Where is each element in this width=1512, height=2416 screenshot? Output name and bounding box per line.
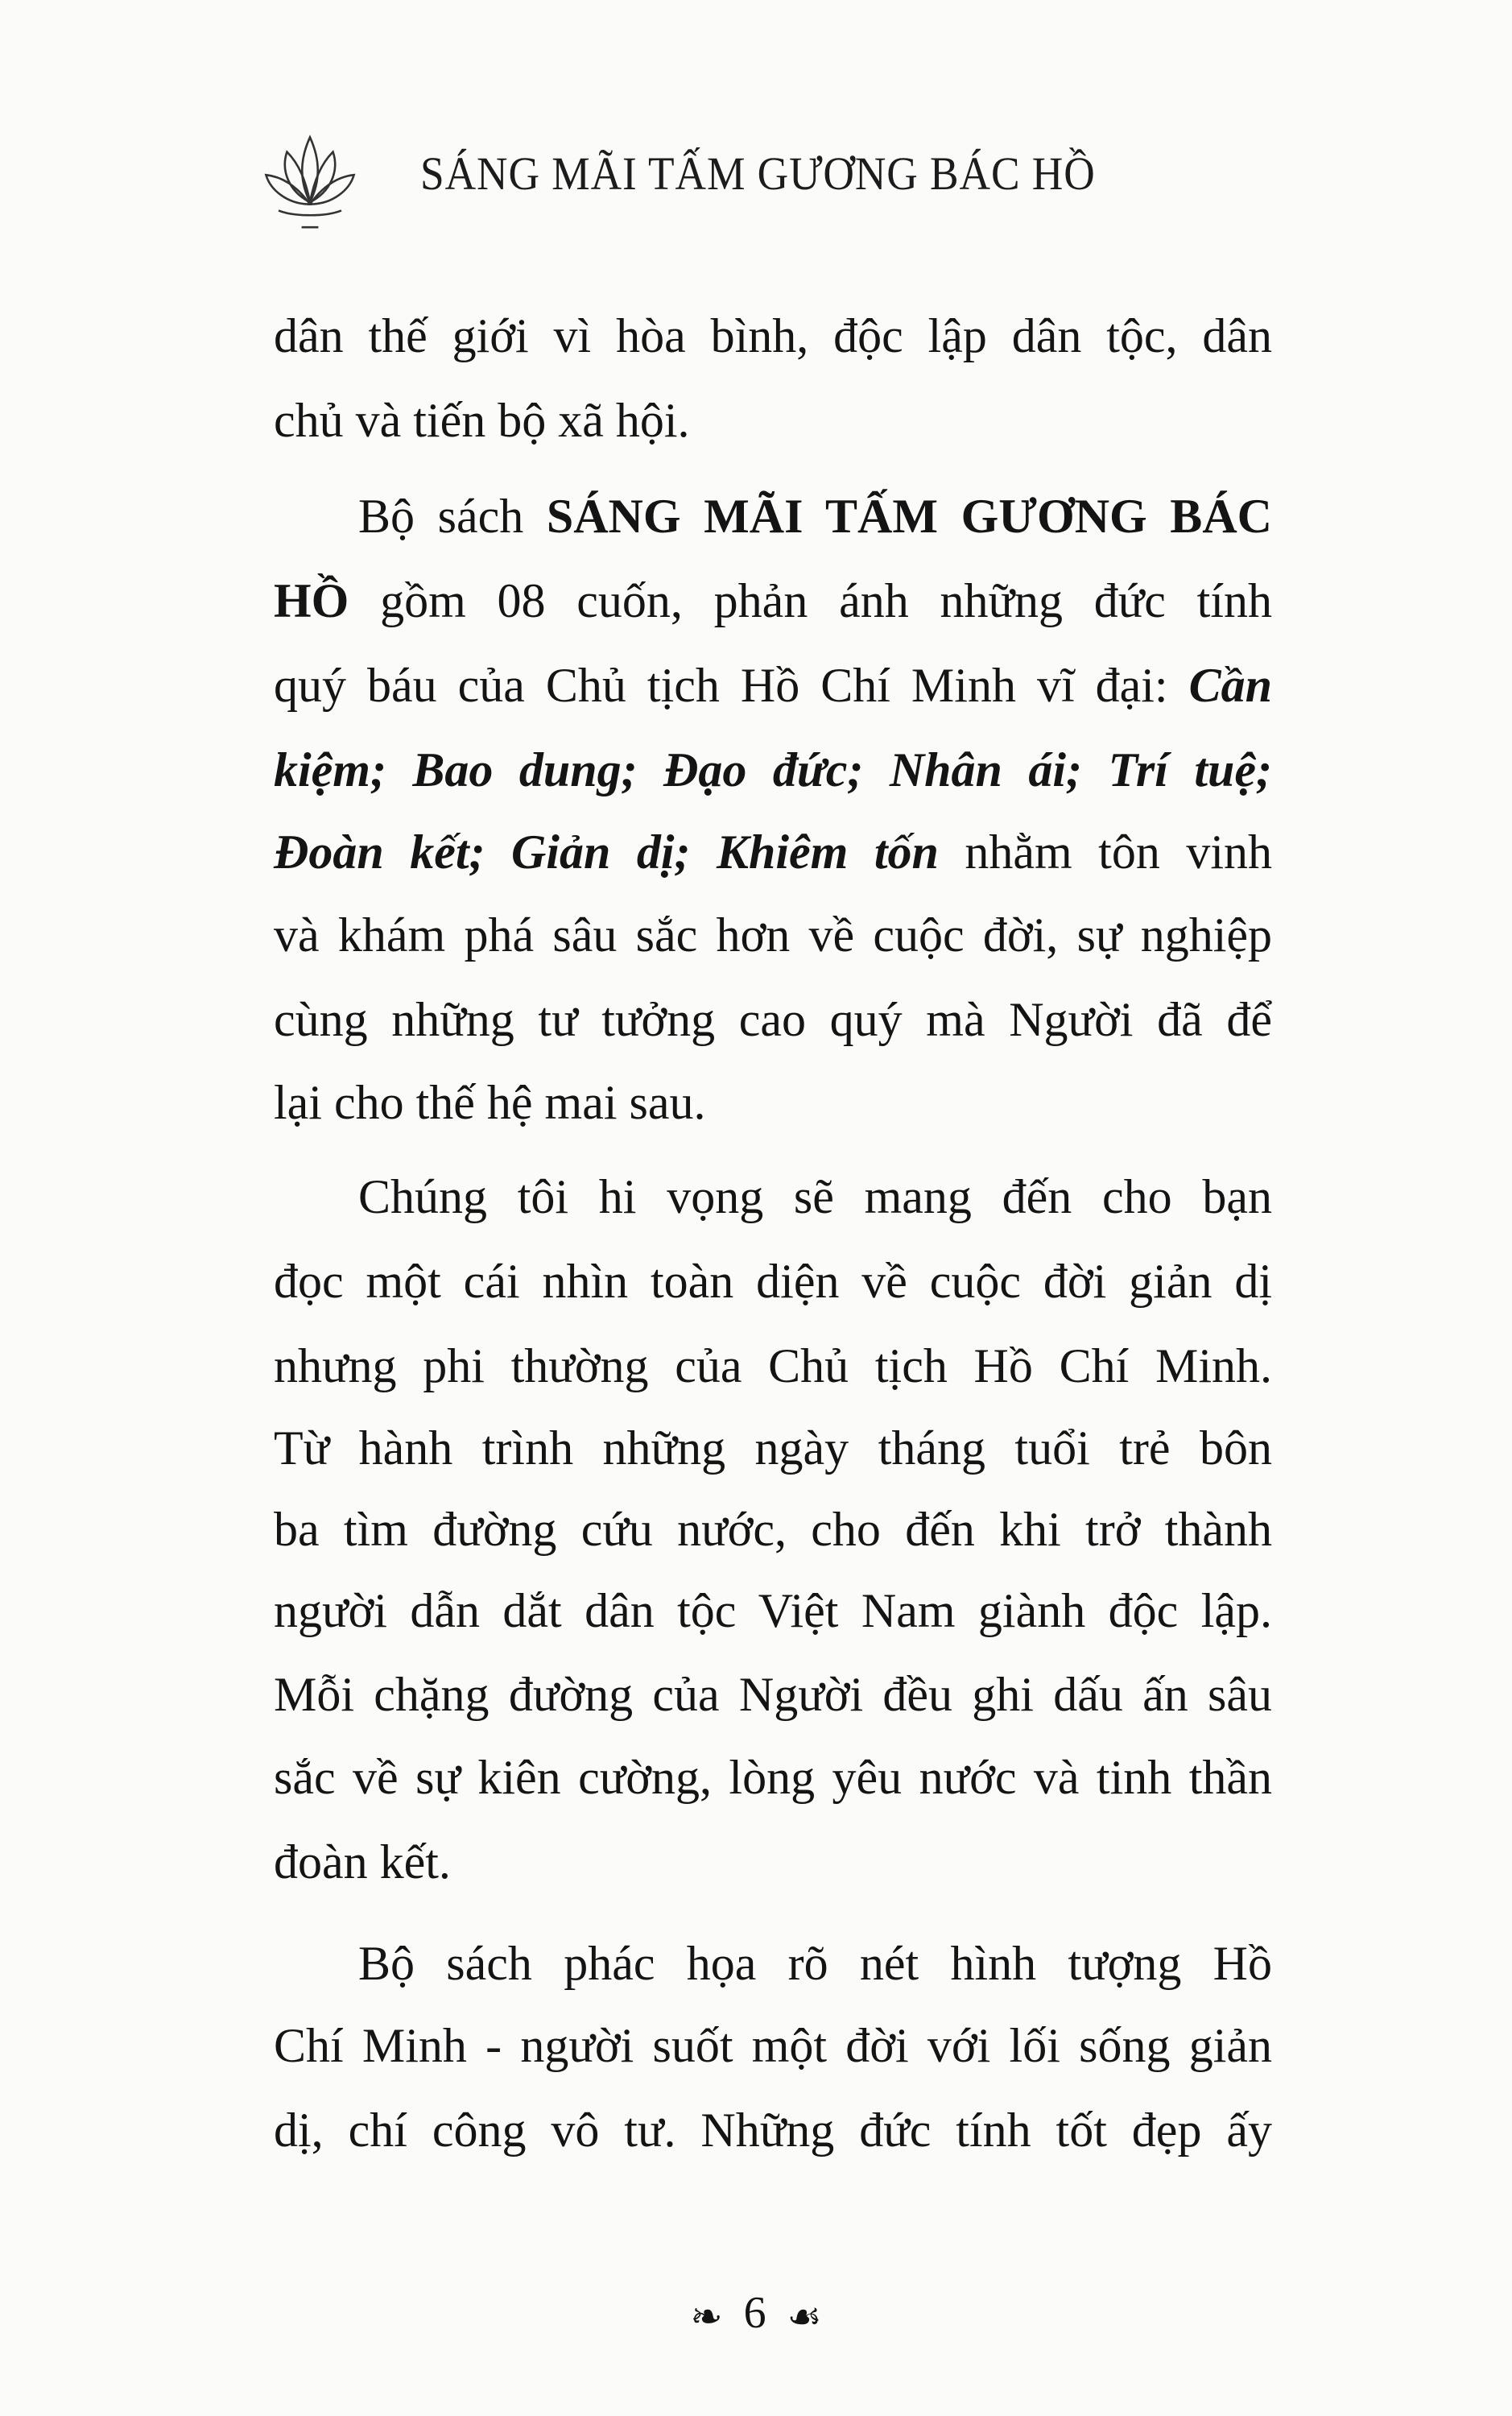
text-line: [274, 653, 1272, 718]
text-span: dân thế giới vì hòa bình, độc lập dân tộc, dân: [274, 309, 1272, 362]
text-line: [274, 987, 1272, 1052]
text-span: và khám phá sâu sắc hơn về cuộc đời, sự nghiệp: [274, 908, 1272, 962]
text-span: chủ và tiến bộ xã hội.: [274, 394, 690, 447]
text-line: [274, 2013, 1272, 2078]
text-span: ba tìm đường cứu nước, cho đến khi trở thành: [274, 1503, 1272, 1556]
text-line: [274, 1416, 1272, 1480]
text-span: Bộ sách phác họa rõ nét hình tượng Hồ: [358, 1937, 1272, 1990]
text-span: gồm 08 cuốn, phản ánh những đức tính: [349, 574, 1272, 627]
text-line: [274, 1662, 1272, 1727]
text-span: Chúng tôi hi vọng sẽ mang đến cho bạn: [358, 1170, 1272, 1223]
right-flourish-icon: ☙: [787, 2296, 822, 2339]
text-line: [358, 484, 1272, 548]
emphasized-text: Đoàn kết; Giản dị; Khiêm tốn: [274, 825, 939, 879]
left-flourish-icon: ❧: [690, 2296, 723, 2339]
text-line: [274, 1249, 1272, 1313]
text-line: [274, 304, 1272, 368]
text-line: [274, 1334, 1272, 1398]
text-line: [274, 1830, 1272, 1894]
text-span: đọc một cái nhìn toàn diện về cuộc đời giản dị: [274, 1255, 1272, 1308]
lotus-icon: [258, 129, 362, 234]
text-span: Bộ sách: [358, 490, 547, 543]
text-line: [274, 2098, 1272, 2162]
text-span: người dẫn dắt dân tộc Việt Nam giành độc lập.: [274, 1584, 1272, 1637]
emphasized-text: HỒ: [274, 574, 349, 627]
text-span: nhằm tôn vinh: [938, 825, 1272, 879]
text-line: [274, 820, 1272, 884]
emphasized-text: SÁNG MÃI TẤM GƯƠNG BÁC: [546, 490, 1272, 543]
text-span: nhưng phi thường của Chủ tịch Hồ Chí Minh.: [274, 1339, 1272, 1392]
text-span: dị, chí công vô tư. Những đức tính tốt đẹp ấy: [274, 2104, 1272, 2157]
emphasized-text: kiệm; Bao dung; Đạo đức; Nhân ái; Trí tuệ;: [274, 743, 1272, 796]
text-line: [274, 1497, 1272, 1562]
text-span: lại cho thế hệ mai sau.: [274, 1076, 706, 1129]
text-span: quý báu của Chủ tịch Hồ Chí Minh vĩ đại:: [274, 659, 1189, 712]
text-span: Mỗi chặng đường của Người đều ghi dấu ấn sâu: [274, 1668, 1272, 1721]
text-span: Từ hành trình những ngày tháng tuổi trẻ bôn: [274, 1421, 1272, 1475]
running-header: [242, 129, 1288, 225]
text-line: [274, 1070, 1272, 1135]
text-span: Chí Minh - người suốt một đời với lối sống giản: [274, 2019, 1272, 2072]
emphasized-text: Cần: [1188, 659, 1272, 712]
text-span: cùng những tư tưởng cao quý mà Người đã để: [274, 993, 1272, 1046]
text-line: [274, 1578, 1272, 1643]
text-span: sắc về sự kiên cường, lòng yêu nước và tinh thần: [274, 1751, 1272, 1804]
text-line: [274, 569, 1272, 633]
text-line: [274, 1745, 1272, 1810]
text-line: [274, 738, 1272, 802]
text-line: [274, 388, 1272, 453]
text-line: [274, 903, 1272, 967]
text-line: [358, 1931, 1272, 1996]
text-line: [358, 1165, 1272, 1229]
running-title: SÁNG MÃI TẤM GƯƠNG BÁC HỒ: [420, 147, 1096, 200]
text-span: đoàn kết.: [274, 1835, 451, 1889]
page-number: 6: [743, 2288, 766, 2338]
page-footer: [0, 2287, 1512, 2339]
